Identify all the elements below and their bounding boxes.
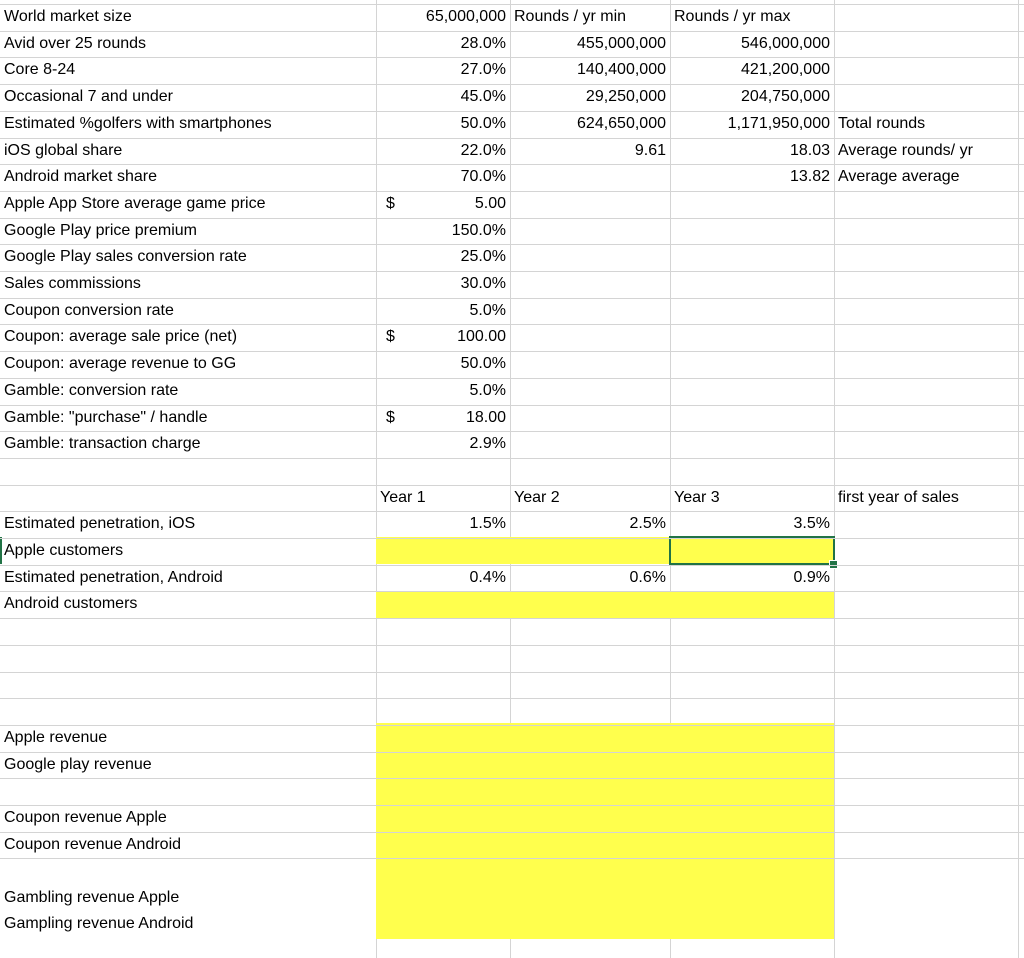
label-cell[interactable]: Estimated %golfers with smartphones xyxy=(4,115,272,132)
label-cell[interactable]: Google Play sales conversion rate xyxy=(4,248,247,265)
rounds-max-cell[interactable]: 204,750,000 xyxy=(741,88,830,105)
label-cell[interactable]: Core 8-24 xyxy=(4,61,76,78)
android-penetration-y2[interactable]: 0.6% xyxy=(629,569,666,586)
value-cell[interactable]: 22.0% xyxy=(460,142,506,159)
rounds-min-cell[interactable]: 455,000,000 xyxy=(577,35,666,52)
label-cell[interactable]: World market size xyxy=(4,8,132,25)
rounds-max-cell[interactable]: 18.03 xyxy=(789,142,830,159)
coupon-android-label[interactable]: Coupon revenue Android xyxy=(4,836,182,853)
label-cell[interactable]: Apple App Store average game price xyxy=(4,195,266,212)
value-cell[interactable]: 2.9% xyxy=(469,435,506,452)
rounds-max-cell[interactable]: 1,171,950,000 xyxy=(727,115,830,132)
android-penetration-y3[interactable]: 0.9% xyxy=(793,569,830,586)
label-cell[interactable]: Gamble: transaction charge xyxy=(4,435,201,452)
android-penetration-label[interactable]: Estimated penetration, Android xyxy=(4,569,223,586)
value-cell[interactable]: 30.0% xyxy=(460,275,506,292)
rounds-min-cell[interactable]: 29,250,000 xyxy=(585,88,666,105)
row-border xyxy=(0,778,1024,779)
row-border xyxy=(0,645,1024,646)
currency-symbol: $ xyxy=(386,195,395,212)
value-cell[interactable]: 70.0% xyxy=(460,168,506,185)
ios-penetration-y1[interactable]: 1.5% xyxy=(469,515,506,532)
ios-penetration-y3[interactable]: 3.5% xyxy=(793,515,830,532)
currency-symbol: $ xyxy=(386,328,395,345)
label-cell[interactable]: Gamble: "purchase" / handle xyxy=(4,409,208,426)
label-cell[interactable]: Coupon: average sale price (net) xyxy=(4,328,238,345)
ios-penetration-y2[interactable]: 2.5% xyxy=(629,515,666,532)
ios-penetration-label[interactable]: Estimated penetration, iOS xyxy=(4,515,196,532)
coupon-apple-label[interactable]: Coupon revenue Apple xyxy=(4,809,167,826)
year-3-header[interactable]: Year 3 xyxy=(674,489,720,506)
value-cell[interactable]: 18.00 $ xyxy=(376,405,510,431)
label-cell[interactable]: Coupon conversion rate xyxy=(4,302,174,319)
value-cell[interactable]: 5.0% xyxy=(469,302,506,319)
rounds-max-cell[interactable]: 421,200,000 xyxy=(741,61,830,78)
value-cell[interactable]: 100.00 $ xyxy=(376,324,510,350)
rounds-min-cell[interactable]: 140,400,000 xyxy=(577,61,666,78)
row-border xyxy=(0,672,1024,673)
label-cell[interactable]: iOS global share xyxy=(4,142,123,159)
value-cell[interactable]: 150.0% xyxy=(451,222,506,239)
rounds-max-cell[interactable]: 546,000,000 xyxy=(741,35,830,52)
value-cell[interactable]: 50.0% xyxy=(460,355,506,372)
apple-revenue-label[interactable]: Apple revenue xyxy=(4,729,108,746)
gamble-apple-label[interactable]: Gambling revenue Apple xyxy=(4,889,180,906)
value-cell[interactable]: 28.0% xyxy=(460,35,506,52)
value-cell[interactable]: 50.0% xyxy=(460,115,506,132)
row-border xyxy=(0,458,1024,459)
label-cell[interactable]: Android market share xyxy=(4,168,157,185)
value-cell[interactable]: 5.00 $ xyxy=(376,191,510,217)
android-penetration-y1[interactable]: 0.4% xyxy=(469,569,506,586)
rounds-max-cell[interactable]: 13.82 xyxy=(789,168,830,185)
rounds-min-cell[interactable]: 624,650,000 xyxy=(577,115,666,132)
row-border xyxy=(0,858,1024,859)
year-1-header[interactable]: Year 1 xyxy=(380,489,426,506)
label-cell[interactable]: Avid over 25 rounds xyxy=(4,35,147,52)
label-cell[interactable]: Sales commissions xyxy=(4,275,141,292)
apple-customers-label[interactable]: Apple customers xyxy=(4,542,124,559)
value-cell[interactable]: 27.0% xyxy=(460,61,506,78)
summary-label[interactable]: Average average xyxy=(838,168,960,185)
summary-label[interactable]: Average rounds/ yr xyxy=(838,142,973,159)
value-cell[interactable]: 25.0% xyxy=(460,248,506,265)
year-2-header[interactable]: Year 2 xyxy=(514,489,560,506)
value-cell[interactable]: 5.0% xyxy=(469,382,506,399)
label-cell[interactable]: Google Play price premium xyxy=(4,222,197,239)
row-border xyxy=(0,618,1024,619)
currency-symbol: $ xyxy=(386,409,395,426)
google-revenue-label[interactable]: Google play revenue xyxy=(4,756,152,773)
summary-label[interactable]: Total rounds xyxy=(838,115,926,132)
label-cell[interactable]: Occasional 7 and under xyxy=(4,88,173,105)
row-border xyxy=(0,698,1024,699)
android-customers-highlight[interactable] xyxy=(376,591,834,618)
android-customers-label[interactable]: Android customers xyxy=(4,595,138,612)
selected-cell[interactable] xyxy=(669,536,835,565)
first-year-note[interactable]: first year of sales xyxy=(838,489,959,506)
label-cell[interactable]: Gamble: conversion rate xyxy=(4,382,179,399)
rounds-min-cell[interactable]: 9.61 xyxy=(634,142,666,159)
label-cell[interactable]: Coupon: average revenue to GG xyxy=(4,355,237,372)
revenue-highlight[interactable] xyxy=(376,723,834,939)
value-cell[interactable]: 45.0% xyxy=(460,88,506,105)
value-cell[interactable]: 65,000,000 xyxy=(425,8,506,25)
rounds-min-header[interactable]: Rounds / yr min xyxy=(514,8,627,25)
gamble-android-label[interactable]: Gampling revenue Android xyxy=(4,915,194,932)
rounds-max-header[interactable]: Rounds / yr max xyxy=(674,8,791,25)
